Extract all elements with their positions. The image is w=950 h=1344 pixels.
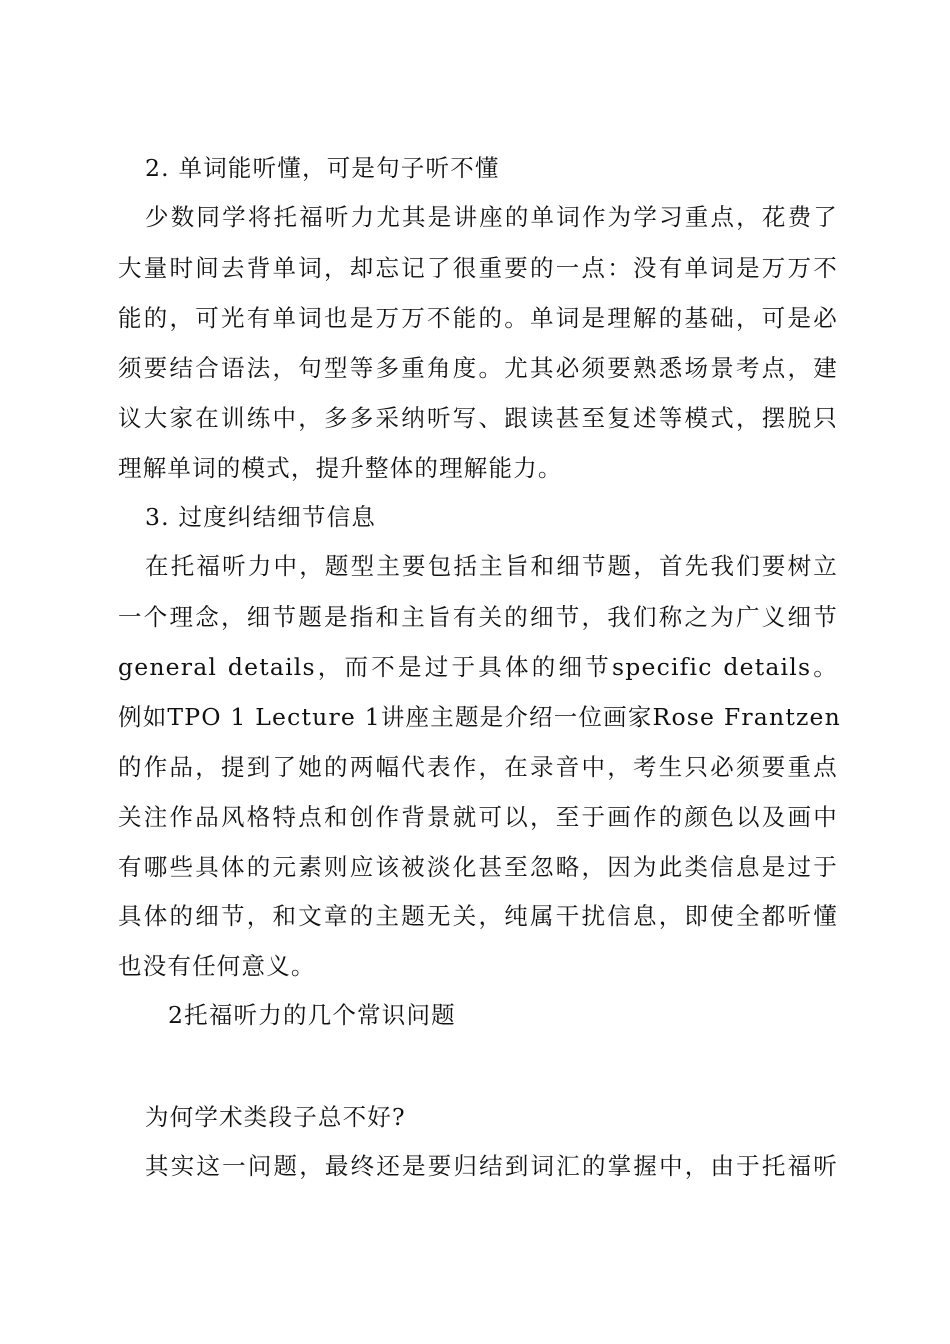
paragraph-line: 具体的细节，和文章的主题无关，纯属干扰信息，即使全都听懂 (118, 902, 838, 930)
paragraph-line: 大量时间去背单词，却忘记了很重要的一点：没有单词是万万不 (118, 254, 838, 282)
paragraph-line: 有哪些具体的元素则应该被淡化甚至忽略，因为此类信息是过于 (118, 853, 838, 881)
section-heading: 2托福听力的几个常识问题 (168, 1001, 456, 1029)
question-heading: 为何学术类段子总不好? (145, 1103, 406, 1131)
paragraph-line: 议大家在训练中，多多采纳听写、跟读甚至复述等模式，摆脱只 (118, 404, 838, 432)
paragraph-line: 其实这一问题，最终还是要归结到词汇的掌握中，由于托福听 (145, 1152, 838, 1180)
paragraph-line: 的作品，提到了她的两幅代表作，在录音中，考生只必须要重点 (118, 753, 838, 781)
list-item-heading: 3. 过度纠结细节信息 (145, 503, 377, 531)
list-item-heading: 2. 单词能听懂，可是句子听不懂 (145, 154, 500, 182)
paragraph-line: 在托福听力中，题型主要包括主旨和细节题，首先我们要树立 (145, 552, 838, 580)
paragraph-line: general details，而不是过于具体的细节specific details。 (118, 653, 838, 681)
paragraph-line: 一个理念，细节题是指和主旨有关的细节，我们称之为广义细节 (118, 603, 838, 631)
paragraph-line: 关注作品风格特点和创作背景就可以，至于画作的颜色以及画中 (118, 803, 838, 831)
paragraph-line: 理解单词的模式，提升整体的理解能力。 (118, 454, 563, 482)
paragraph-line: 少数同学将托福听力尤其是讲座的单词作为学习重点，花费了 (145, 203, 838, 231)
paragraph-line: 须要结合语法，句型等多重角度。尤其必须要熟悉场景考点，建 (118, 354, 838, 382)
paragraph-line: 能的，可光有单词也是万万不能的。单词是理解的基础，可是必 (118, 304, 838, 332)
paragraph-line: 也没有任何意义。 (118, 952, 316, 980)
paragraph-line: 例如TPO 1 Lecture 1讲座主题是介绍一位画家Rose Frantzen (118, 703, 841, 731)
